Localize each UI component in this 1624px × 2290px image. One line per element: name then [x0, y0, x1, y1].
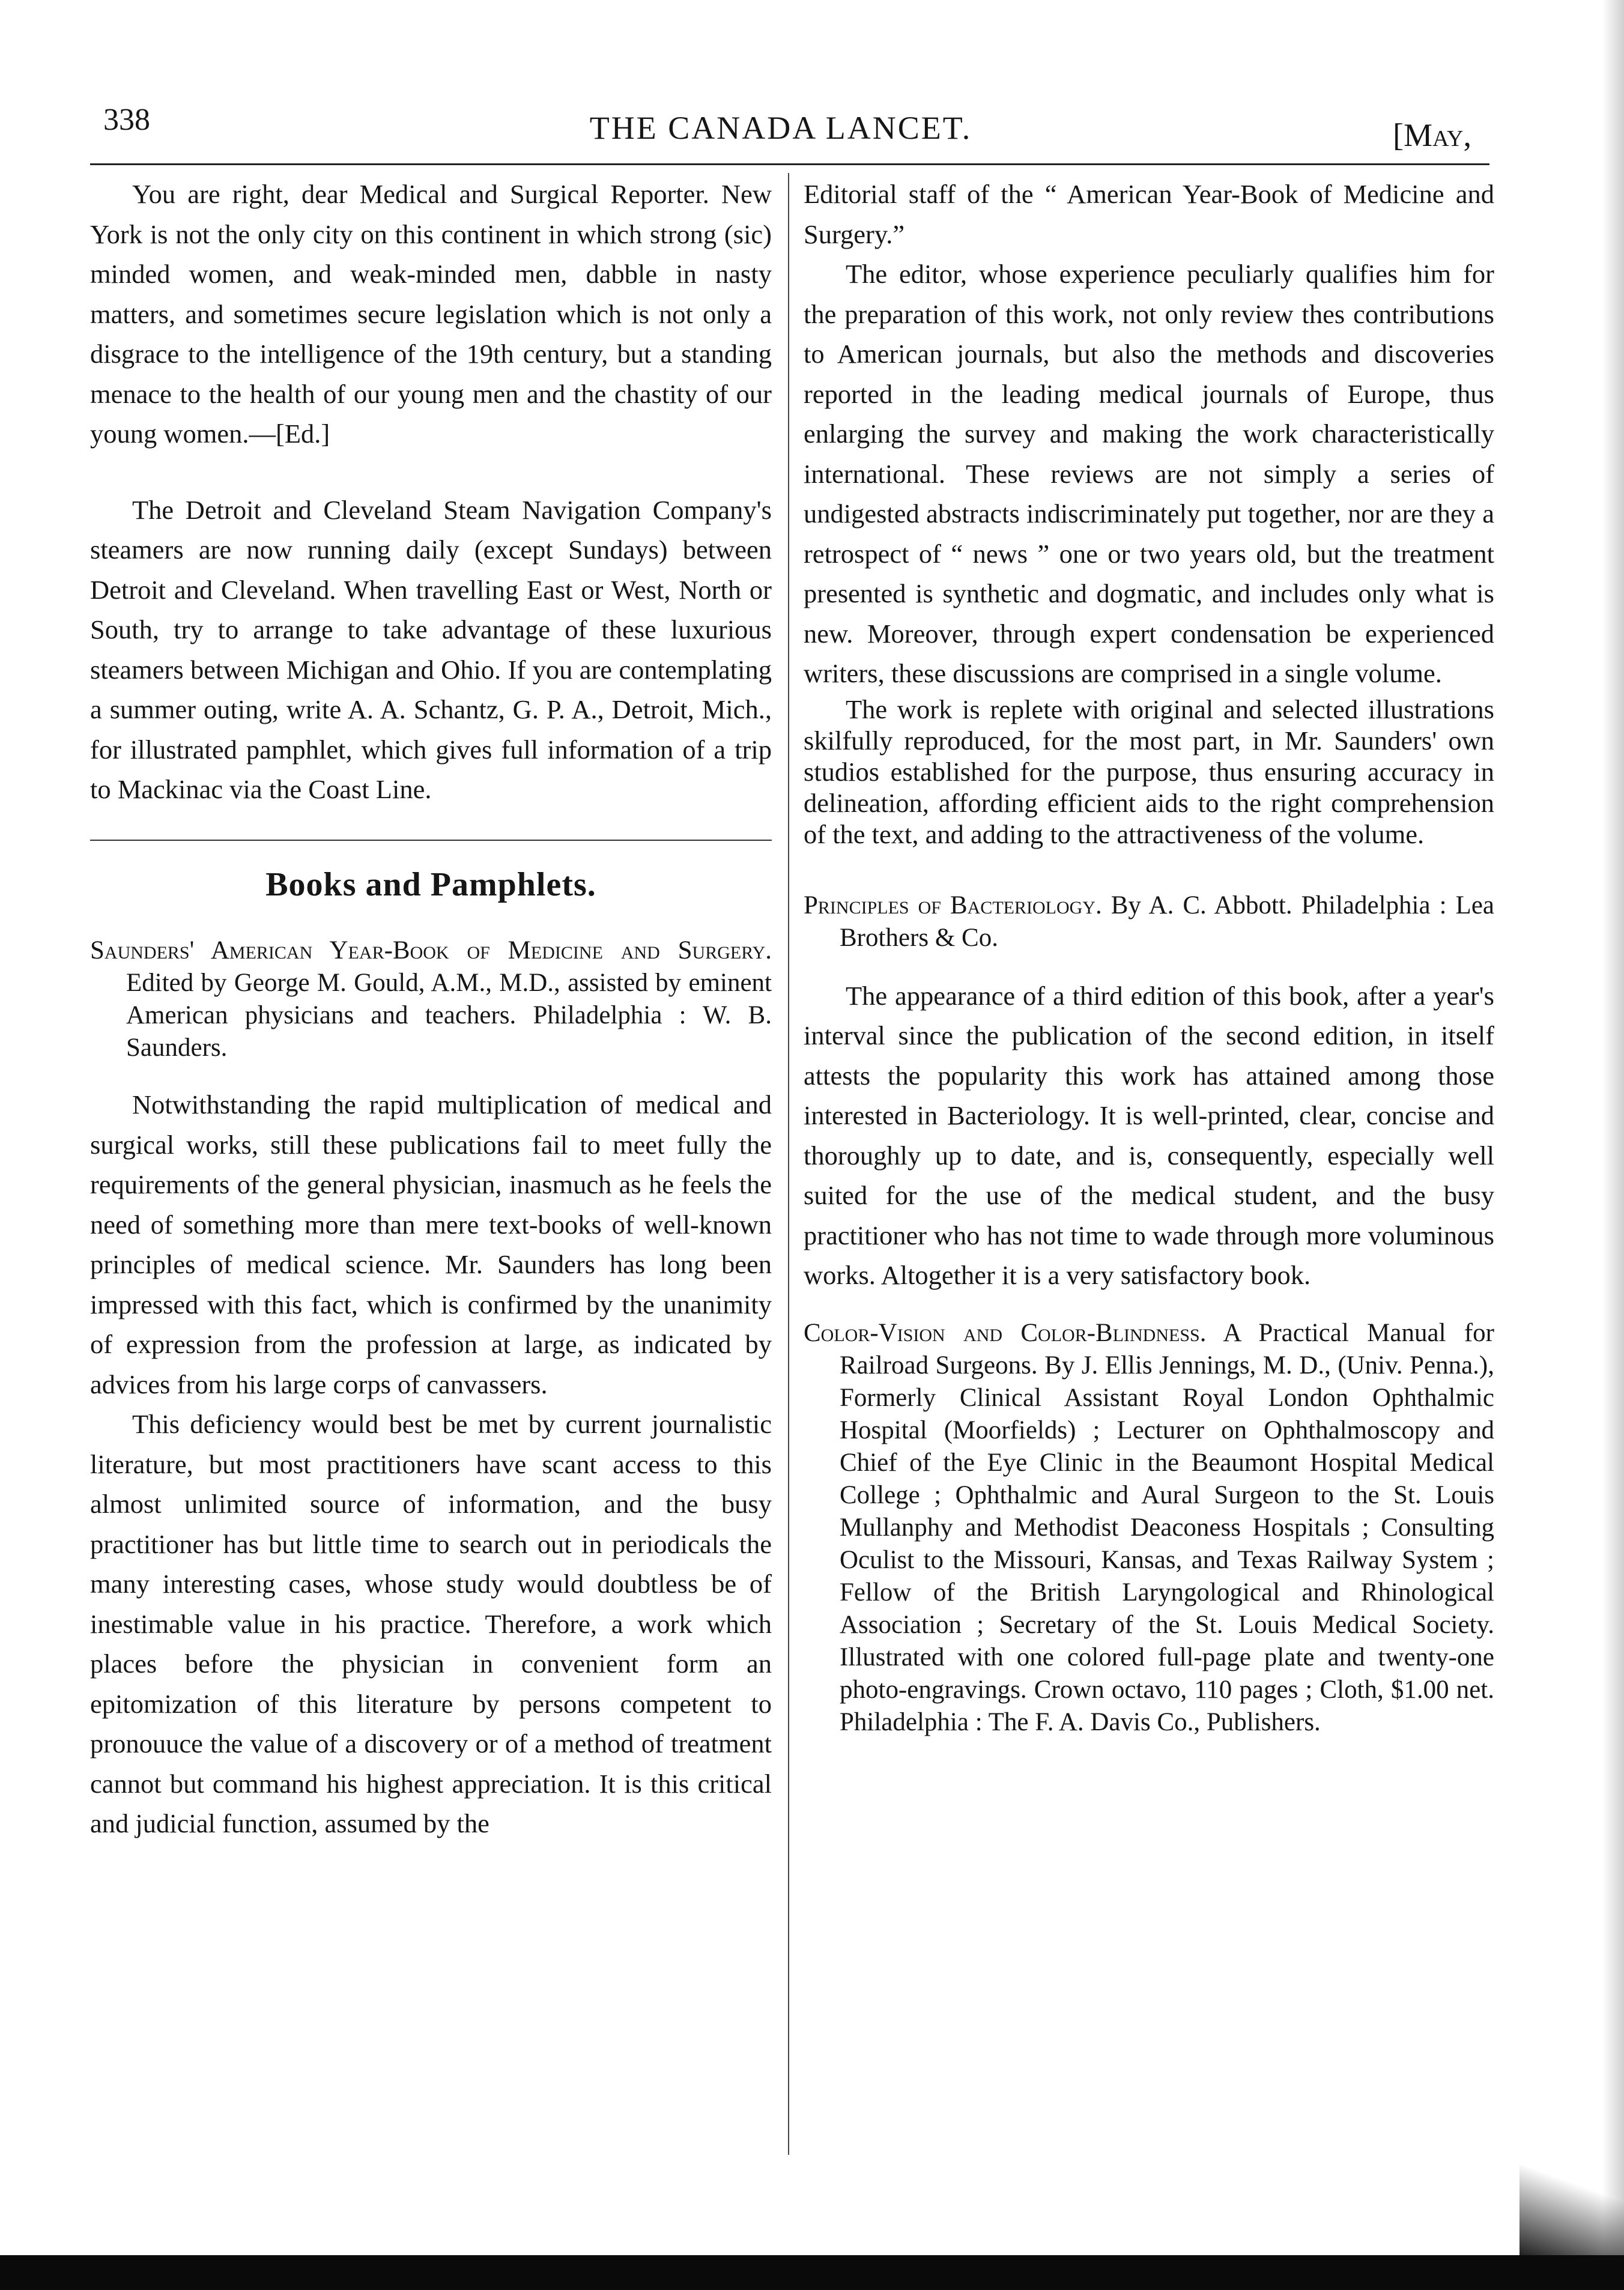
book-entry-details: Edited by George M. Gould, A.M., M.D., assisted by eminent American physicians and teachers. Philadelphia : W. B. Saunders. — [126, 969, 772, 1062]
journal-title: THE CANADA LANCET. — [589, 110, 972, 146]
editorial-note-paragraph: You are right, dear Medical and Surgical Reporter. New York is not the only city on this continent in which strong (sic) minded women, and weak-minded men, dabble in nasty matters, and sometimes secure legislation which is not only a disgrace to the intelligence of the 19th century, but a standing menace to the health of our young men and the chastity of our young women.—[Ed.] — [90, 179, 772, 449]
running-header — [90, 102, 1471, 156]
book-entry-title: Principles of Bacteriology. — [804, 891, 1102, 919]
book-entry-title: Saunders' American Year-Book of Medicine and Surgery. — [90, 936, 772, 965]
right-column — [804, 174, 1494, 1739]
scan-corner-shadow — [1519, 2138, 1624, 2258]
book-entry-color-vision — [804, 1317, 1494, 1739]
review-paragraph: The work is replete with original and selected illustrations skilfully reproduced, for the most part, in Mr. Saunders' own studios established for the purpose, thus ensuring accuracy in delineation, affording efficient aids to the right comprehension of the text, and adding to the attractiveness of the volume. — [804, 694, 1494, 849]
left-column — [90, 174, 772, 1844]
review-paragraph: Editorial staff of the “ American Year-Book of Medicine and Surgery.” — [804, 179, 1494, 249]
book-entry-title: Color-Vision and Color-Blindness. — [804, 1318, 1207, 1347]
book-entry-saunders — [90, 934, 772, 1064]
column-divider — [788, 173, 789, 2155]
header-rule — [90, 163, 1489, 165]
page-number: 338 — [103, 103, 150, 137]
scan-bottom-shadow — [0, 2255, 1624, 2290]
book-entry-bacteriology — [804, 889, 1494, 954]
review-paragraph: This deficiency would best be met by current journalistic literature, but most practitioners have scant access to this almost unlimited source of information, and the busy practitioner has but little time to search out in periodicals the many interesting cases, whose study would doubtless be of inestimable value in his practice. Therefore, a work which places before the physician in convenient form an epitomization of this literature by persons competent to pronouuce the value of a discovery or of a method of treatment cannot but command his highest appreciation. It is this critical and judicial function, assumed by the — [90, 1409, 772, 1838]
section-rule — [90, 840, 772, 841]
issue-month: [May, — [1393, 117, 1471, 153]
review-paragraph: Notwithstanding the rapid multiplication of medical and surgical works, still these publications fail to meet fully the requirements of the general physician, inasmuch as he feels the need of something more than mere text-books of well-known principles of medical science. Mr. Saunders has long been impressed with this fact, which is confirmed by the unanimity of expression from the profession at large, as indicated by advices from his large corps of canvassers. — [90, 1089, 772, 1399]
review-paragraph: The editor, whose experience peculiarly qualifies him for the preparation of this work, not only review thes contributions to American journals, but also the methods and discoveries reported in the leading medical journals of Europe, thus enlarging the survey and making the work characteristically international. These reviews are not simply a series of undigested abstracts indiscriminately put together, nor are they a retrospect of “ news ” one or two years old, but the treatment presented is synthetic and dogmatic, and includes only what is new. Moreover, through expert condensation be experienced writers, these discussions are comprised in a single volume. — [804, 259, 1494, 688]
book-entry-details: By A. C. Abbott. Philadelphia : Lea Brothers & Co. — [840, 891, 1494, 952]
section-heading: Books and Pamphlets. — [265, 865, 596, 903]
steamer-notice-paragraph: The Detroit and Cleveland Steam Navigation Company's steamers are now running daily (except Sundays) between Detroit and Cleveland. When travelling East or West, North or South, try to arrange to take advantage of these luxurious steamers between Michigan and Ohio. If you are contemplating a summer outing, write A. A. Schantz, G. P. A., Detroit, Mich., for illustrated pamphlet, which gives full information of a trip to Mackinac via the Coast Line. — [90, 494, 772, 804]
review-paragraph: The appearance of a third edition of this book, after a year's interval since the publication of the second edition, in itself attests the popularity this work has attained among those interested in Bacteriology. It is well-printed, clear, concise and thoroughly up to date, and is, consequently, especially well suited for the use of the medical student, and the busy practitioner who has not time to wade through more voluminous works. Altogether it is a very satisfactory book. — [804, 980, 1494, 1290]
scan-edge-shadow — [1602, 0, 1624, 2290]
book-entry-details: A Practical Manual for Railroad Surgeons. By J. Ellis Jennings, M. D., (Univ. Penna.), Formerly Clinical Assistant Royal London Ophthalmic Hospital (Moorfields) ; Lecturer on Ophthalmoscopy and Chief of the Eye Clinic in the Beaumont Hospital Medical College ; Ophthalmic and Aural Surgeon to the St. Louis Mullanphy and Methodist Deaconess Hospitals ; Consulting Oculist to the Missouri, Kansas, and Texas Railway System ; Fellow of the British Laryngological and Rhinological Association ; Secretary of the St. Louis Medical Society. Illustrated with one colored full-page plate and twenty-one photo-engravings. Crown octavo, 110 pages ; Cloth, $1.00 net. Philadelphia : The F. A. Davis Co., Publishers. — [840, 1318, 1494, 1736]
